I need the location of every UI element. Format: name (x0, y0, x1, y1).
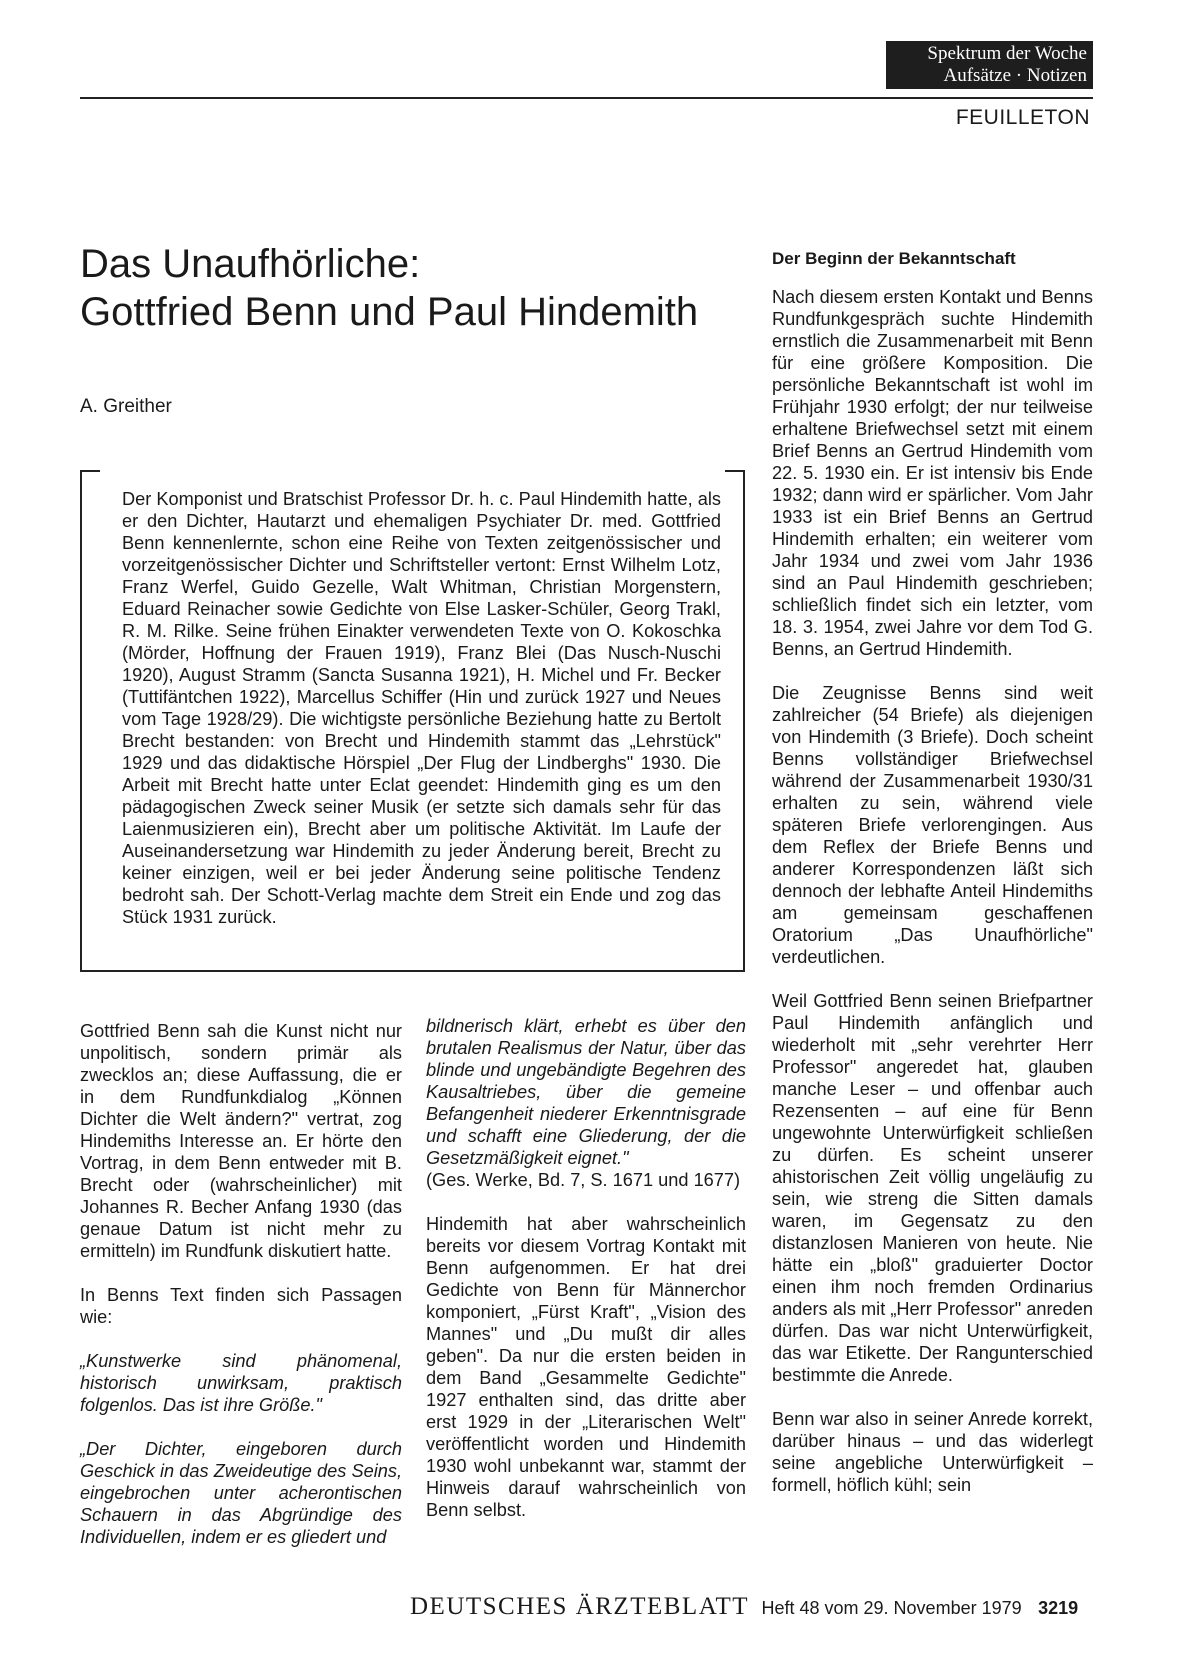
badge-line-2: Aufsätze · Notizen (943, 65, 1087, 86)
paragraph: Die Zeugnisse Benns sind weit zahlreicher (54 Briefe) als diejenigen von Hindemith (3 Briefe). Doch scheint Benns vollständiger Briefwechsel während der Zusammenarbeit 1930/31 erhalten zu sein, während viele späteren Briefe verlorengingen. Aus dem Reflex der Briefe Benns und anderer Korrespondenzen läßt sich dennoch der lebhafte Anteil Hindemiths am gemeinsam geschaffenen Oratorium „Das Unaufhörliche" verdeutlichen. (772, 683, 1093, 967)
section-heading: Der Beginn der Bekanntschaft (772, 249, 1016, 268)
column-3 (772, 248, 1093, 1496)
quote-reference: (Ges. Werke, Bd. 7, S. 1671 und 1677) (426, 1170, 741, 1190)
title-line-2: Gottfried Benn und Paul Hindemith (80, 290, 699, 334)
page-footer (410, 1593, 1093, 1621)
abstract-box (80, 470, 745, 972)
abstract-text: Der Komponist und Bratschist Professor Dr. h. c. Paul Hindemith hatte, als er den Dichter, Hautarzt und ehemaligen Psychiater Dr. med. Gottfried Benn kennenlernte, schon eine Reihe von Texten zeitgenössischer und vorzeitgenössischer Dichter und Schriftsteller vertont: Ernst Wilhelm Lotz, Franz Werfel, Guido Gezelle, Walt Whitman, Christian Morgenstern, Eduard Reinacher sowie Gedichte von Else Lasker-Schüler, Georg Trakl, R. M. Rilke. Seine frühen Einakter verwendeten Texte von O. Kokoschka (Mörder, Hoffnung der Frauen 1919), Franz Blei (Das Nusch-Nuschi 1920), August Stramm (Sancta Susanna 1921), H. Michel und Fr. Becker (Tuttifäntchen 1922), Marcellus Schiffer (Hin und zurück 1927 und Neues vom Tage 1928/29). Die wichtigste persönliche Beziehung hatte zu Bertolt Brecht bestanden: von Brecht und Hindemith stammt das „Lehrstück" 1929 und das didaktische Hörspiel „Der Flug der Lindberghs" 1930. Die Arbeit mit Brecht hatte unter Eclat geendet: Hindemith ging es um den pädagogischen Zweck seiner Musik (er setzte sich damals sehr für das Laienmusizieren ein), Brecht aber um politische Aktivität. Im Laufe der Auseinandersetzung war Hindemith zu jeder Änderung bereit, Brecht zu keiner einzigen, weil er bei jeder Änderung seine politische Tendenz bedroht sah. Der Schott-Verlag machte dem Streit ein Ende und zog das Stück 1931 zurück. (122, 489, 721, 927)
section-badge (886, 41, 1093, 89)
quote-continued: bildnerisch klärt, erhebt es über den brutalen Realismus der Natur, über das blinde und ungebändigte Begehren des Kausaltriebes, über die gemeine Befangenheit niederer Erkenntnisgrade und schafft eine Gliederung, der die Gesetzmäßigkeit eignet." (426, 1016, 746, 1168)
column-1 (80, 1020, 402, 1548)
paragraph: Gottfried Benn sah die Kunst nicht nur unpolitisch, sondern primär als zwecklos an; diese Auffassung, die er in dem Rundfunkdialog „Können Dichter die Welt ändern?" vertrat, zog Hindemiths Interesse an. Er hörte den Vortrag, in dem Benn entweder mit B. Brecht oder (wahrscheinlicher) mit Johannes R. Becher Anfang 1930 (das genaue Datum ist nicht mehr zu ermitteln) im Rundfunk diskutiert hatte. (80, 1021, 402, 1261)
journal-name: DEUTSCHES ÄRZTEBLATT (410, 1593, 750, 1620)
column-2 (426, 1015, 746, 1543)
article-title (80, 240, 760, 336)
quote: „Der Dichter, eingeboren durch Geschick in das Zweideutige des Seins, eingebrochen unter acherontischen Schauern in das Abgründige des Individuellen, indem er es gliedert und (80, 1439, 402, 1547)
section-label: FEUILLETON (955, 106, 1090, 129)
title-line-1: Das Unaufhörliche: (80, 242, 421, 286)
paragraph: Benn war also in seiner Anrede korrekt, darüber hinaus – und das widerlegt seine angebliche Unterwürfigkeit – formell, höflich kühl; sein (772, 1409, 1093, 1495)
header-rule (80, 97, 1093, 99)
badge-line-1: Spektrum der Woche (927, 43, 1087, 64)
author: A. Greither (80, 396, 172, 417)
paragraph: Nach diesem ersten Kontakt und Benns Rundfunkgespräch suchte Hindemith ernstlich die Zusammenarbeit mit Benn für eine größere Komposition. Die persönliche Bekanntschaft ist wohl im Frühjahr 1930 erfolgt; der nur teilweise erhaltene Briefwechsel setzt mit einem Brief Benns an Gertrud Hindemith vom 22. 5. 1930 ein. Er ist intensiv bis Ende 1932; dann wird er spärlicher. Vom Jahr 1933 ist ein Brief Benns an Gertrud Hindemith erhalten; ein weiterer vom Jahr 1934 und zwei vom Jahr 1936 sind an Paul Hindemith geschrieben; schließlich findet sich ein letzter, vom 18. 3. 1954, zwei Jahre vor dem Tod G. Benns, an Gertrud Hindemith. (772, 287, 1093, 659)
paragraph: Hindemith hat aber wahrscheinlich bereits vor diesem Vortrag Kontakt mit Benn aufgenommen. Er hat drei Gedichte von Benn für Männerchor komponiert, „Fürst Kraft", „Vision des Mannes" und „Du mußt dir alles geben". Da nur die ersten beiden in dem Band „Gesammelte Gedichte" 1927 enthalten sind, das dritte aber erst 1929 in der „Literarischen Welt" veröffentlicht worden und Hindemith 1930 wohl unbekannt war, stammt der Hinweis darauf wahrscheinlich von Benn selbst. (426, 1214, 746, 1520)
paragraph: Weil Gottfried Benn seinen Briefpartner Paul Hindemith anfänglich und wiederholt mit „sehr verehrter Herr Professor" angeredet hat, glauben manche Leser – und offenbar auch Rezensenten – auf eine für Benn ungewohnte Unterwürfigkeit schließen zu dürfen. Es scheint unserer ahistorischen Zeit völlig ungeläufig zu sein, wie streng die Sitten damals waren, im Gegensatz zu den distanzlosen Manieren von heute. Nie hätte ein „bloß" graduierter Doctor einen ihm noch fremden Ordinarius anders als mit „Herr Professor" anreden dürfen. Das war nicht Unterwürfigkeit, das war Etikette. Der Rangunterschied bestimmte die Anrede. (772, 991, 1093, 1385)
issue-info: Heft 48 vom 29. November 1979 (761, 1598, 1022, 1618)
quote: „Kunstwerke sind phänomenal, historisch unwirksam, praktisch folgenlos. Das ist ihre Größe." (80, 1351, 402, 1415)
paragraph: In Benns Text finden sich Passagen wie: (80, 1285, 402, 1327)
page-number: 3219 (1038, 1598, 1079, 1618)
